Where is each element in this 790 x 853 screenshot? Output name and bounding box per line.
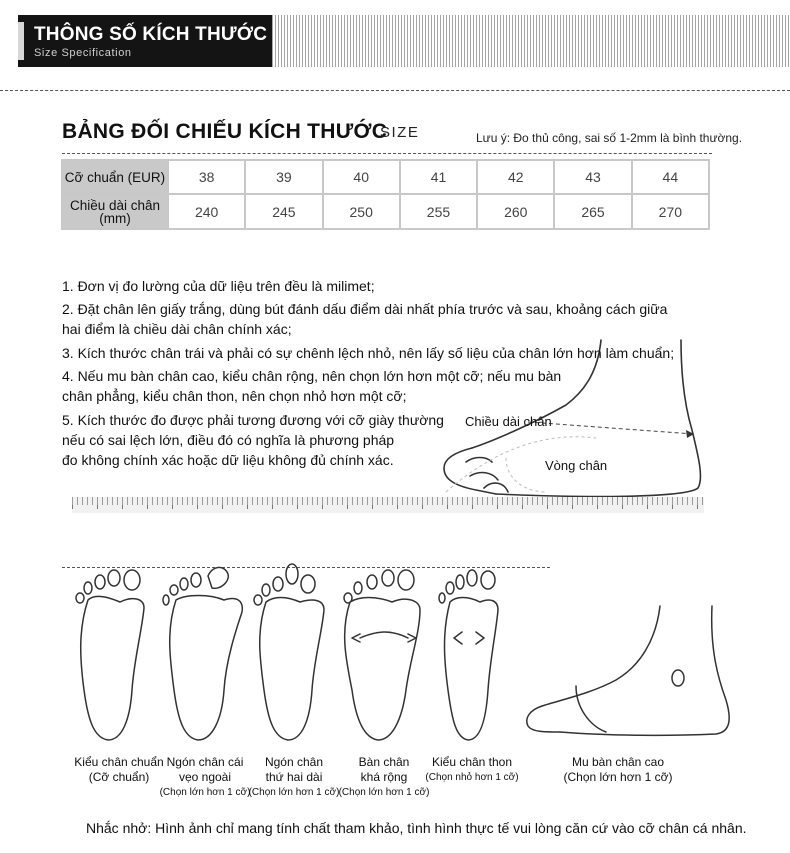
table-cell: 255 xyxy=(400,194,477,229)
foot-type-label: Ngón chân xyxy=(264,755,324,769)
instruction-line: đo không chính xác hoặc dữ liệu không đủ chính xác. xyxy=(62,452,394,468)
foot-type-label: Kiểu chân chuẩn xyxy=(74,755,164,769)
foot-type-label: Kiểu chân thon xyxy=(431,755,513,769)
instruction-line: chân phẳng, kiểu chân thon, nên chọn nhỏ hơn một cỡ; xyxy=(62,388,407,404)
size-table-note: Lưu ý: Đo thủ công, sai số 1-2mm là bình thường. xyxy=(476,131,743,145)
foot-girth-label: Vòng chân xyxy=(545,458,608,473)
divider-top xyxy=(0,90,790,91)
table-cell: 38 xyxy=(168,160,245,194)
table-cell: 41 xyxy=(400,160,477,194)
instruction-line: nếu có sai lệch lớn, điều đó có nghĩa là phương pháp xyxy=(62,432,395,448)
size-table-title: BẢNG ĐỐI CHIẾU KÍCH THƯỚC xyxy=(62,120,388,143)
instruction-line: 2. Đặt chân lên giấy trắng, dùng bút đánh dấu điểm dài nhất phía trước và sau, khoảng cách giữa xyxy=(62,301,668,317)
footprint-wide xyxy=(344,570,420,740)
foot-type-sublabel: khá rộng xyxy=(360,770,408,784)
footprint-narrow xyxy=(439,570,498,740)
page-subtitle: Size Specification xyxy=(34,47,132,59)
foot-type-label: Mu bàn chân cao xyxy=(571,755,665,769)
instruction-line: 5. Kích thước đo được phải tương đương với cỡ giày thường xyxy=(62,412,444,428)
table-cell: 42 xyxy=(477,160,554,194)
foot-type-caption xyxy=(420,755,524,785)
divider-table xyxy=(62,153,712,154)
size-table-title-suffix: SIZE xyxy=(380,124,420,141)
table-cell: 240 xyxy=(168,194,245,229)
row-header-length xyxy=(62,194,168,229)
size-table xyxy=(61,159,710,230)
instruction-line: 3. Kích thước chân trái và phải có sự chênh lệch nhỏ, nên lấy số liệu của chân lớn hơn làm chuẩn; xyxy=(62,345,675,361)
foot-type-caption xyxy=(336,755,432,800)
table-row xyxy=(62,160,709,194)
foot-type-label: Bàn chân xyxy=(358,755,410,769)
foot-type-sublabel: vẹo ngoài xyxy=(178,770,232,784)
header-accent-bar xyxy=(18,22,24,60)
table-cell: 250 xyxy=(323,194,400,229)
foot-type-note: (Chọn nhỏ hơn 1 cỡ) xyxy=(425,772,519,783)
foot-length-label: Chiều dài chân xyxy=(465,414,552,429)
instruction-line: hai điểm là chiều dài chân chính xác; xyxy=(62,321,292,337)
table-cell: 44 xyxy=(632,160,709,194)
table-cell: 39 xyxy=(245,160,322,194)
table-cell: 265 xyxy=(554,194,631,229)
footprint-high-instep xyxy=(527,606,729,735)
table-row xyxy=(62,194,709,229)
foot-type-sublabel: (Chọn lớn hơn 1 cỡ) xyxy=(563,770,673,784)
foot-type-sublabel: (Cỡ chuẩn) xyxy=(88,770,150,784)
foot-type-note: (Chọn lớn hơn 1 cỡ) xyxy=(159,787,251,798)
foot-type-caption xyxy=(560,755,676,785)
instruction-line: 4. Nếu mu bàn chân cao, kiểu chân rộng, nên chọn lớn hơn một cỡ; nếu mu bàn xyxy=(62,368,562,384)
foot-type-caption xyxy=(244,755,344,800)
table-cell: 245 xyxy=(245,194,322,229)
row-header-length-line2: (mm) xyxy=(99,210,131,226)
page-title: THÔNG SỐ KÍCH THƯỚC xyxy=(34,24,268,45)
measuring-ruler xyxy=(72,497,704,513)
foot-type-sublabel: thứ hai dài xyxy=(265,770,323,784)
foot-types-illustration xyxy=(60,560,740,750)
instruction-line: 1. Đơn vị đo lường của dữ liệu trên đều là milimet; xyxy=(62,278,375,294)
foot-type-label: Ngón chân cái xyxy=(166,755,244,769)
table-cell: 40 xyxy=(323,160,400,194)
table-cell: 43 xyxy=(554,160,631,194)
header-hatch-pattern xyxy=(272,15,790,67)
reminder-text: Nhắc nhở: Hình ảnh chỉ mang tính chất tham khảo, tình hình thực tế vui lòng căn cứ vào cỡ chân cá nhân. xyxy=(86,820,747,836)
foot-type-note: (Chọn lớn hơn 1 cỡ) xyxy=(248,787,340,798)
table-cell: 270 xyxy=(632,194,709,229)
foot-type-note: (Chọn lớn hơn 1 cỡ) xyxy=(338,787,430,798)
footprint-long-second-toe xyxy=(254,564,324,740)
row-header-length-line1: Chiều dài chân xyxy=(69,197,161,213)
row-header-eur: Cỡ chuẩn (EUR) xyxy=(62,160,168,194)
table-cell: 260 xyxy=(477,194,554,229)
footprint-standard xyxy=(76,570,144,740)
footprint-bunion xyxy=(163,567,242,740)
